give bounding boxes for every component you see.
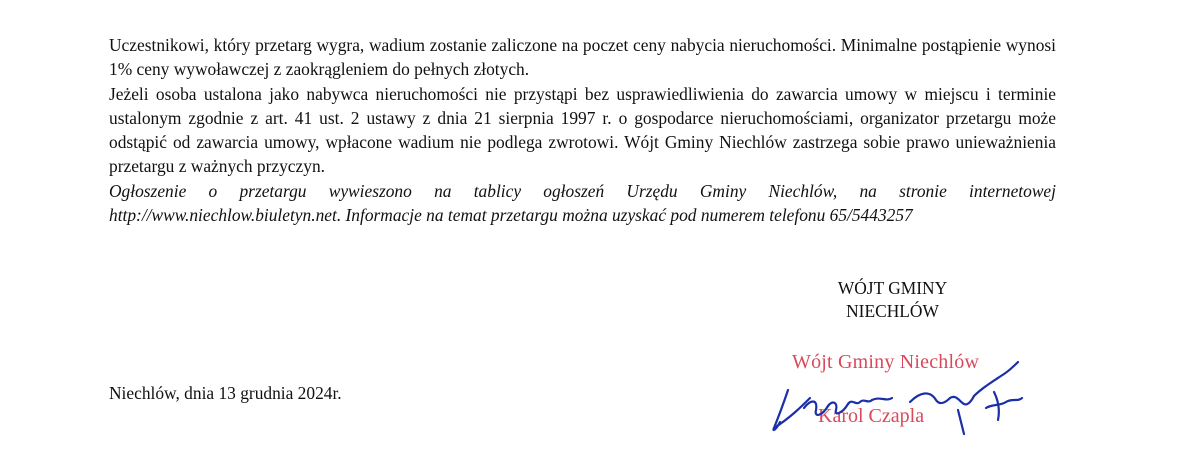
signatory-title-line2: NIECHLÓW [846, 301, 939, 321]
announcement-body [109, 33, 1056, 227]
signature-stamp [760, 340, 1050, 450]
paragraph-deposit: Uczestnikowi, który przetarg wygra, wadium zostanie zaliczone na poczet ceny nabycia nieruchomości. Minimalne postąpienie wynosi 1% ceny wywoławczej z zaokrągleniem do pełnych złotych. [109, 35, 1056, 80]
handwritten-signature [760, 340, 1050, 450]
paragraph-withdrawal: Jeżeli osoba ustalona jako nabywca nieruchomości nie przystąpi bez usprawiedliwienia do zawarcia umowy w miejscu i terminie ustalonym zgodnie z art. 41 ust. 2 ustawy z dnia 21 sierpnia 1997 r. o gospodarce nieruchomościami, organizator przetargu może odstąpić od zawarcia umowy, wpłacone wadium nie podlega zwrotowi. Wójt Gminy Niechlów zastrzega sobie prawo unieważnienia przetargu z ważnych przyczyn. [109, 83, 1056, 177]
place-and-date: Niechlów, dnia 13 grudnia 2024r. [109, 383, 342, 403]
stamp-name-text: Karol Czapla [818, 405, 925, 427]
signatory-title-line1: WÓJT GMINY [837, 278, 948, 298]
paragraph-notice-info: Ogłoszenie o przetargu wywieszono na tablicy ogłoszeń Urzędu Gminy Niechlów, na stronie internetowej http://www.niechlow.biuletyn.net. Informacje na temat przetargu można uzyskać pod numerem telefonu 65/5443257 [109, 180, 1056, 226]
stamp-office-text: Wójt Gminy Niechlów [792, 351, 980, 373]
signatory-title [800, 277, 985, 323]
